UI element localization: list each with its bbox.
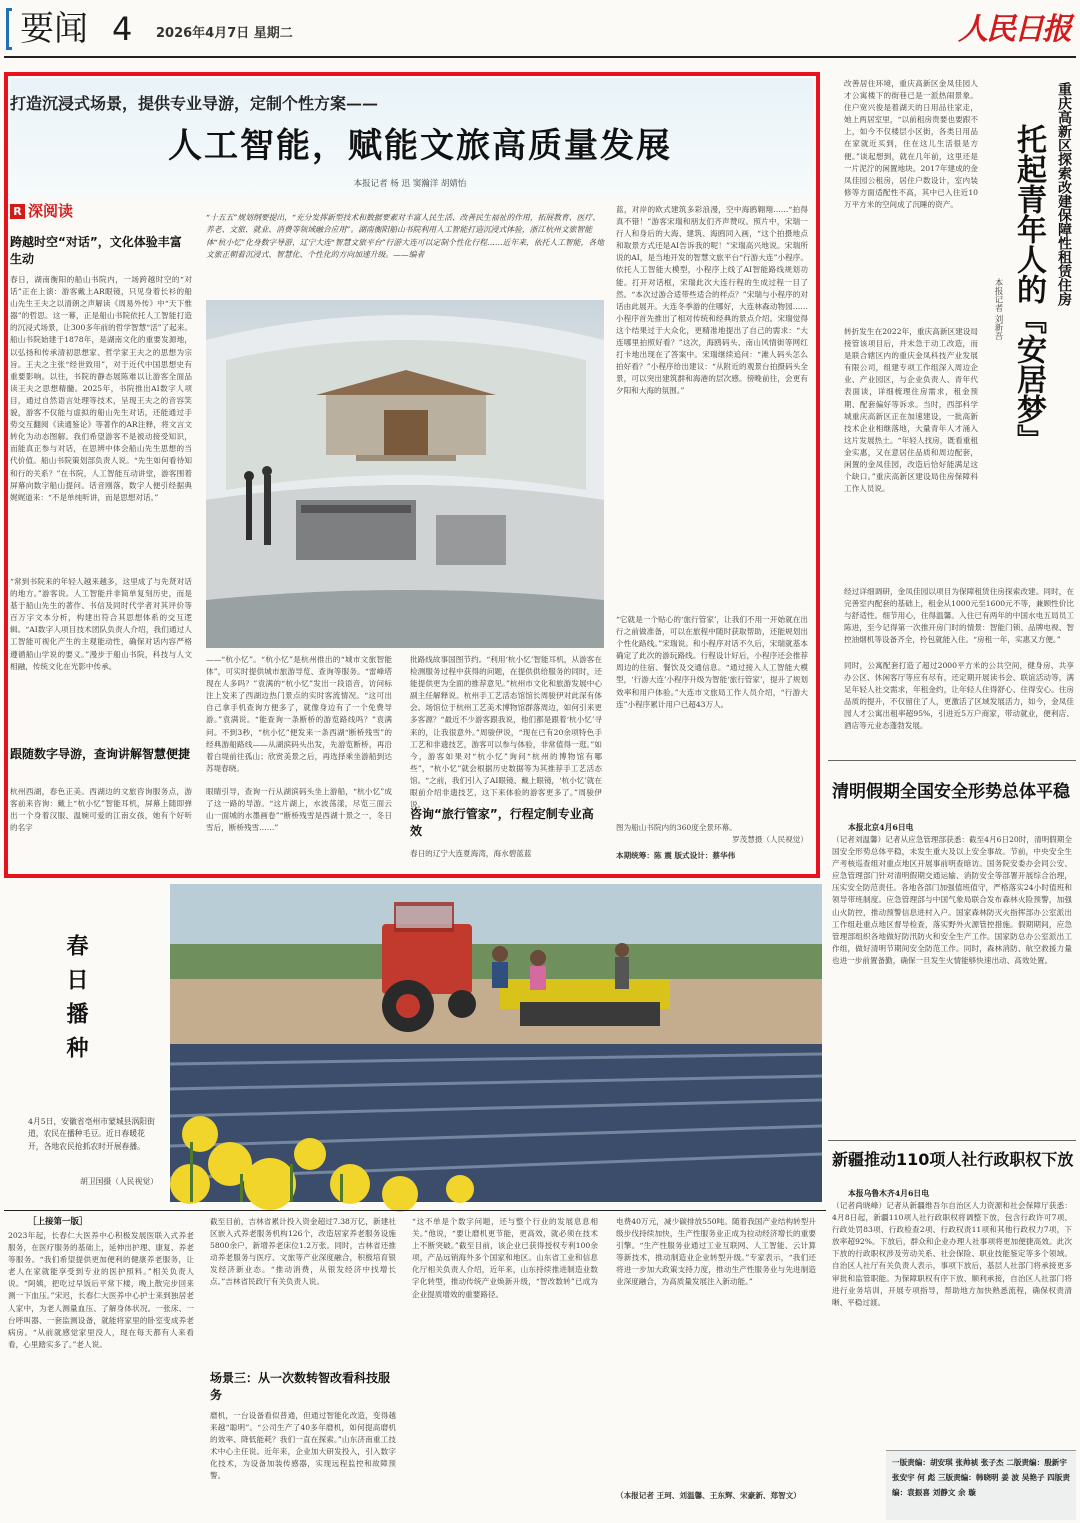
col4-text-b: “它就是一个贴心的‘旅行管家’，让我们不用一开始就在出行之前做准备，可以在旅程中随时获取帮助，还能规划出个性化路线。”宋瑞说。和小程序对话不久后，宋瑞就基本确定了此次的游玩路线。行程设计好后，小程序还会推荐周边的住宿、餐饮及交通信息。“通过接入人工智能大模型，‘行游大连’小程序升级为智能‘旅行管家’，提升了规划效率和用户体验。”大连市文旅局工作人员介绍，“行游大连”小程序累计用户已超43万人。 [616,615,808,709]
paper-logo: 人民日报 [958,12,1070,47]
side-headline-vertical: 托起青年人的『安居梦』 [1011,124,1046,454]
kicker: 打造沉浸式场景，提供专业导游，定制个性方案—— [10,94,379,113]
side-divider [828,760,1076,761]
col1-text-a: 春日，湖南衡阳的船山书院内，一场跨越时空的“对话”正在上演：游客戴上AR眼镜，只见身着长衫的船山先生王夫之以清朗之声解读《周易外传》中“天下惟器”的哲思。这一幕，正是船山书院依托人工智能打造的沉浸式场景，让300多年前的哲学智慧“活”了起来。船山书院始建于1878年，是湖南文化的重要发源地，以弘扬和传承清初思想家、哲学家王夫之的思想为宗旨。王夫之主张“经世致用”，对于近代中国思想史有重要影响。以往，书院的静态展陈难以让游客全面品读王夫之思想精髓。2025年，书院推出AI数字人项目，通过自然语言处理等技术，呈现王夫之的音容笑貌，游客不仅能与虚拟的船山先生对话，还能通过手势交互翻阅《读通鉴论》等著作的AR注释，将文言文转化为动态图解。我们希望游客不是被动接受知识，而能真正参与对话，在思辨中体会船山先生思想的当代价值。船山书院策划部负责人说。“先生如何看待知和行的关系？”在书院，人工智能互动讲堂，游客围着屏幕向数字船山提问。话音刚落，数字人便引经据典娓娓道来：“不是单纯听讲，而是思想对话。” [10,275,192,502]
col3-text-b: 春日的辽宁大连夏海湾，海水碧蓝蓝 [410,849,532,858]
page-editors-box [886,1450,1076,1520]
spring-title-vertical: 春日播种 [63,934,89,1070]
xinjiang-dateline: 本报乌鲁木齐4月6日电 [848,1189,930,1198]
col4-text-a: 蓝，对岸的欧式建筑多彩浪漫，空中海鸥翱翔……“拍得真不错！”游客宋瑞和朋友们齐声赞叹。照片中，宋瑞一行人和身后的大海、建筑、海鸥同入画，“这个拍摄地点和取景方式还是AI告诉我的呢！”宋瑞高兴地说。宋瑞所说的AI，是当地开发的智慧文旅平台“行游大连”小程序。依托人工智能大模型，小程序上线了AI智能路线规划功能。打开对话框，宋瑞此次大连行程的生成过程一目了然。“本次过游合适带些适合的样点？”宋瑞与小程序的对话由此展开。大连冬季游的住哪好，大连林森动物园……小程序首先推出了相对传统和经典的景点介绍。宋瑞觉得这个结果过于大众化，更精准地提出了自己的需求：“大连哪里拍照好看？”这次，海鸥码头、南山风情街等网红打卡地出现在了答案中。宋瑞继续追问：“滩人码头怎么拍好看？”小程序给出建议：“从附近的观景台拍摄码头全景，可以突出建筑群和海港的层次感。傍晚前往，会更有夕阳和大海的氛围。” [616,205,808,396]
continued-top-rule [4,1210,826,1211]
side-kicker-vertical: 重庆高新区探索改建保障性租赁住房 [1056,82,1072,306]
continued-col2: 截至目前，吉林省累计投入资金超过7.38万亿，新建社区嵌入式养老服务机构126个，改造居家养老服务设施5800余户，新增养老床位1.2万张。同时，吉林省还推动养老服务与医疗、文旅等产业深度融合，积极培育银发经济新业态。“推动消费，从银发经济中找增长点。”吉林省民政厅有关负责人说。 [210,1217,396,1287]
photo-credit: 罗茂慧摄（人民视觉） [732,835,808,844]
page-editors: 一版责编：胡安琪 张帅祯 张子杰 二版责编：殷新宇 张安宇 何 彪 三版责编：韩晓明 姜 波 吴艳子 四版责编：袁振喜 刘静文 余 璇 [892,1458,1070,1497]
side-text-b: 转折发生在2022年，重庆高新区建设局接管该项目后，并未急于动工改造，而是联合辖区内的重庆金凤科技产业发展有限公司，组建专项工作组深入周边企业、产业园区，与企业负责人、青年代表面谈，详细梳理住房需求，租金预期、配套偏好等诉求。当时，西部科学城重庆高新区正在加速建设，一批高新技术企业相继落地，大量青年人才涌入这片发展热土。“年轻人找房，既看重租金实惠，又在意居住品质和周边配套，闲置的金凤佳园，改造后恰好能满足这个缺口。”重庆高新区建设局住房保障科工作人员说。 [844,327,978,494]
spring-photo-block [4,884,826,1202]
side-text-c: 经过详细调研，金凤佳园以项目为保障租赁住房探索改建。同时，在完善室内配套的基础上，租金从1000元至1600元不等，兼顾性价比与舒适性。细节用心，住得温馨。入住已有两年的中国水电五局员工陈进，至今记得第一次推开房门时的情景：智能门锁、品牌电视、智控油烟机等设备齐全，拎包就能入住。“房租一年，实惠又方便。” [844,587,1074,645]
subhead-3: 咨询“旅行管家”，行程定制专业高效 [410,807,594,838]
qingming-dateline: 本报北京4月6日电 [848,823,914,832]
continued-subhead: 场景三：从一次数转智改看科技服务 [210,1371,391,1402]
subhead-2: 跟随数字导游，查询讲解智慧便捷 [10,747,191,761]
page-number: 4 [112,10,133,48]
continued-label: ［上接第一版］ [28,1217,88,1227]
continued-credits: （本报记者 王珂、刘温馨、王东辉、宋豪新、郑智文） [616,1491,801,1500]
side-text-a: 改善居住环境，重庆高新区金凤佳园人才公寓楼下的街巷已是一派热闹景象。住户宽兴俊是着湖天的日用品往家走，她上两居室里，“以前租房贵要也要跟不上，如今不仅楼层小区街，各类日用品在家就近买到，住在这儿生活很是方便。”谈起想到，就在几年前，这里还是一片泥泞的闲置地块。2017年建成的金凤佳园公租房，居住户数设计，室内装修等方面适配性不高，其中已入住近10万平方米的空间成了沉睡的资产。 [844,79,978,209]
col1-text-b: “常到书院来的年轻人越来越多，这里成了与先贤对话的地方。”游客说。人工智能并非简单复刻历史，而是基于船山先生的著作、书信及同时代学者对其评价等百万字文本分析，构建出符合其思想体系的交互逻辑。“AI数字人项目技术团队负责人介绍，我们通过人工智能可视化产生的主观能动性，确保对话内容严格遵循船山学说的要义。”漫步于船山书院，科技与人文相融，传统文化在光影中传承。 [10,577,192,671]
news-qingming [832,772,1076,1134]
continued-section [4,1210,826,1520]
qingming-title: 清明假期全国安全形势总体平稳 [832,782,1070,802]
col1-text-c: 杭州西湖，春色正美。西湖边的文旅咨询服务点，游客前来咨询：戴上“杭小忆”智能耳机，屏幕上随即弹出一个身着汉服、温婉可爱的江南女孩，她有个好听的名字 [10,787,192,833]
qingming-body: （记者刘温馨）记者从应急管理部获悉：截至4月6日20时，清明假期全国安全形势总体平稳，未发生重大及以上安全事故。节前，中央安全生产考核巡查组对重点地区开展事前明查暗访。国务院安委办会同公安、应急管理部门针对清明假期交通运输、消防安全等部署开展综合治理，压实安全防范责任。各地各部门加强值班值守，严格落实24小时值班和领导带班制度。应急管理部与中国气象局联合发布森林火险预警，加强山火防控，推动预警信息进村入户。国家森林防灭火指挥部办公室派出工作组赴重点地区督导检查，落实野外火源管控措施。假期期间，应急管理部组织各地做好防汛防火和安全生产工作。国家防总办公室派出工作组，做好清明节期间安全防范工作。同时，森林消防、航空救援力量也进一步前置备勤，确保一旦发生火情能够快速出动、高效处置。 [832,835,1072,965]
issue-date: 2026年4月7日 星期二 [156,26,293,41]
qingming-divider [828,1140,1076,1141]
col2-text-a: ——“杭小忆”。“杭小忆”是杭州推出的“城市文旅智能体”，可实时提供城市旅游导览、查询等服务。“雷峰塔现在人多吗？”袁满的“杭小忆”发出一段语音，访问标注上发来了西湖边热门景点的实时客流情况。“这可出自己拿手机查询方便多了，就像身边有了一个免费导游。”袁满说。“能查询一条断桥的游览路线吗？”袁满问。不到3秒，“杭小忆”便发来一条西湖“断桥残雪”的经典游船路线——从湖滨码头出发，先游览断桥，再沿着白堤前往孤山；欣赏美景之后，再选择乘坐游船到达苏堤春晓。 [206,655,392,773]
xinjiang-title: 新疆推动110项人社行政职权下放 [832,1150,1074,1169]
deep-read-tag [10,202,110,222]
masthead-left-bracket [6,8,12,50]
editor-note: “十五五”规划纲要提出，“充分发挥新型技术和数据要素对丰富人民生活、改善民生福祉的作用，拓展教育、医疗、养老、文旅、就业、消费等领域融合应用”。湖南衡阳船山书院利用人工智能打造沉浸式体验，浙江杭州文旅智能体“杭小忆”化身数字导游，辽宁大连“智慧文旅平台”行游大连可以定制个性化行程……近年来，依托人工智能，各地文旅正朝着沉浸式、智慧化、个性化的方向加速升级。——编者 [206,213,604,260]
masthead [0,0,1080,62]
panorama-screen-illustration [206,300,604,648]
feature-editors: 本期统筹：陈 震 版式设计：蔡华伟 [616,851,736,860]
side-byline-vertical: 本报记者 刘新吾 [993,278,1003,341]
continued-col1: 2023年起，长春仁大医养中心积极发展医联入式养老服务，在医疗服务的基础上，延伸出护理、康复、养老等服务。“我们希望提供更加便利的健康养老服务，让老人在家就能享受到专业的医护照料。”相关负责人说。“阿姨，把吃过早饭后平常下楼，晚上散完步回来测一下血压。”宋迟，长春仁大医养中心护士来到独居老人家中，为老人测量血压、了解身体状况。一张床、一台呼叫器、一套监测设备，就能将家里的卧室变成养老病房。“从前就感觉家里没人，现在每天都有人来看看，心里踏实多了。”老人说。 [8,1231,194,1349]
col2-text-b: 眼睛引导，查询一行从湖滨码头坐上游船，“杭小忆”成了这一路的导游。“这片湖上，水波荡漾，尽览三面云山一面城的水墨画卷”“断桥残雪是西湖十景之一，冬日雪后，断桥残雪……” [206,787,392,833]
xinjiang-body: （记者尚晓峰）记者从新疆维吾尔自治区人力资源和社会保障厅获悉：4月8日起，新疆110项人社行政职权将调整下放，包含行政许可7项、行政处罚83项、行政检查2项、行政权责11项和其他行政权力7项，下放率超92%。下放后，群众和企业办理人社事项将更加便捷高效。此次下放的行政职权涉及劳动关系、社会保险、职业技能鉴定等多个领域。自治区人社厅有关负责人表示，事项下放后，基层人社部门将承接更多审批和监管职能。为保障职权有序下放、顺利承接，自治区人社部门将进行业务培训，开展专项指导，帮助地方加快熟悉流程，确保权责清晰、平稳过渡。 [832,1201,1072,1307]
section-name: 要闻 [20,9,88,49]
news-xinjiang [832,1148,1076,1448]
side-story [828,72,1076,752]
deep-read-label: 深阅读 [28,202,74,220]
photo-caption: 图为船山书院内的360度全景环幕。 [616,823,737,832]
side-text-d: 同时，公寓配套打造了超过2000平方米的公共空间，健身房、共享办公区、休闲客厅等应有尽有，还定期开展读书会、联谊活动等，满足年轻人社交需求，年租金约，让年轻人住得舒心、住得安心。住房品质的提升，不仅留住了人，更激活了区域发展活力，如今，金凤佳园人才公寓出租率超95%，引进近5万户商家，带动就业，便利店、酒店等元业态蓬勃发展。 [844,661,1074,731]
continued-col4: 电费40万元，减少碳排放550吨。随着我国产业结构转型升级步伐持续加快，生产性服务业正成为拉动经济增长的重要引擎。“生产性服务业通过工业互联网、人工智能、云计算等新技术，推动制造业企业转型升级。”专家表示，“我们还将进一步加大政策支持力度，推动生产性服务业与先进制造业深度融合，为高质量发展注入新动能。” [616,1217,816,1287]
subhead-1: 跨越时空“对话”，文化体验丰富生动 [10,235,182,266]
continued-col2b: 磨机，一台设备看似普通，但通过智能化改造，变得越来越“聪明”。“公司生产了40多年磨机，如何提高磨机的效率、降低能耗？我们一直在探索。”山东济南重工技术中心主任说。近年来，企业加大研发投入，引入数字化技术，为设备加装传感器，实现远程监控和故障预警。 [210,1411,396,1481]
deep-read-icon: R [10,204,25,219]
main-feature [10,78,814,872]
continued-col3: “这不单是个数字问题，还与整个行业的发展息息相关。”他说，“要让磨机更节能，更高效，就必须在技术上不断突破。”截至目前，该企业已获得授权专利100余项，产品远销海外多个国家和地区。山东省工业和信息化厅相关负责人介绍，近年来，山东持续推进制造业数字化转型，推动传统产业焕新升级，“智改数转”已成为企业提质增效的重要路径。 [412,1217,598,1299]
main-photo [206,300,604,648]
sowing-scene-illustration [170,884,822,1202]
masthead-rule [4,56,1076,58]
spring-caption: 4月5日，安徽省亳州市蒙城县涡阳街道，农民在播种毛豆。近日春暖花开，各地农民抢抓农时开展春播。 [28,1117,155,1151]
headline: 人工智能，赋能文旅高质量发展 [168,126,672,166]
spring-photo [170,884,822,1202]
col3-text-a: 批路线故事国图节约。“利用‘杭小忆’智能耳机，从游客在检测服务过程中获得的问题，在提供供给服务的同时，还能提供更为全面的推荐意见。”杭州市文化和旅游发展中心副主任解释说。杭州手工艺活态馆馆长周骏伊对此深有体会。场馆位于杭州工艺美术博物馆群落周边，如何引来更多客源？“最近不少游客跟我说，他们都是跟着‘杭小忆’寻来的，让我很意外。”周骏伊说，“现在已有20余项特色手工艺和非遗技艺，游客可以参与体验，非常值得一逛。”如今，游客如果对“杭小忆”询问“杭州的博物馆有哪些”，“杭小忆”就会根据历史数据等为其推荐手工艺活态馆。“之前，我们引入了AI眼镜、戴上眼镜，‘杭小忆’就在眼前介绍非遗技艺，这下来体验的游客更多了。”周骏伊说。 [410,655,602,810]
byline: 本报记者 杨 迅 窦瀚洋 胡婧怡 [353,179,467,189]
spring-credit: 胡卫国摄（人民视觉） [80,1177,158,1186]
